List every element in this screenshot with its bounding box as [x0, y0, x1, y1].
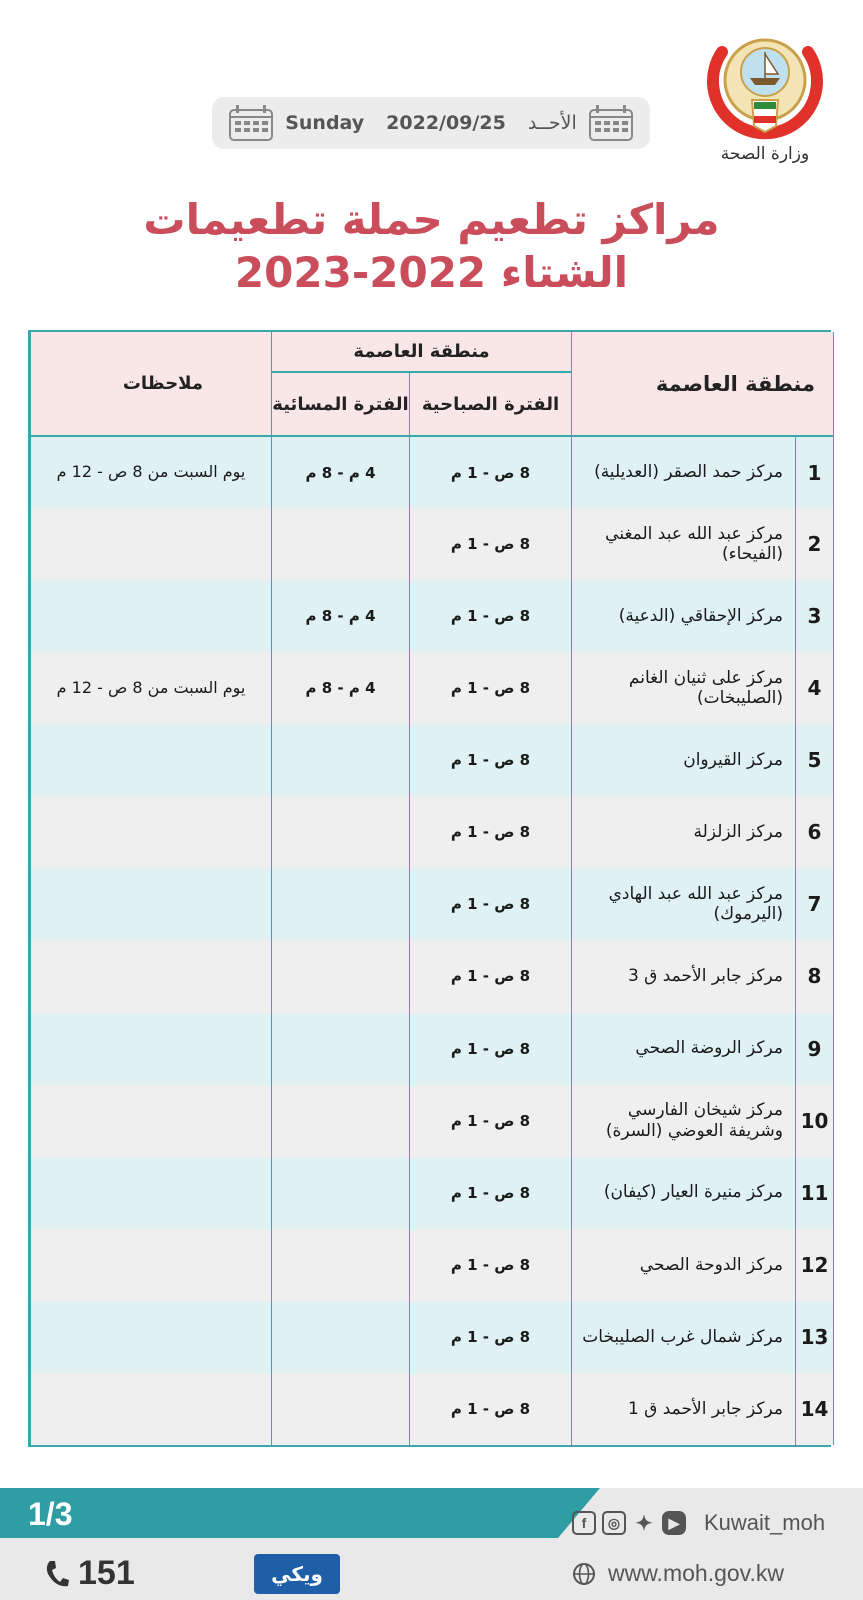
footer-band: [0, 1488, 600, 1538]
social-handle[interactable]: Kuwait_moh: [704, 1510, 826, 1535]
table-row: [31, 1013, 834, 1085]
row-note: [31, 1013, 272, 1085]
morning-hours: 8 ص - 1 م: [410, 724, 572, 796]
date-value: 2022/09/25: [386, 112, 506, 134]
website-url[interactable]: www.moh.gov.kw: [608, 1560, 784, 1586]
morning-hours: 8 ص - 1 م: [410, 1301, 572, 1373]
row-note: [31, 1301, 272, 1373]
facebook-icon[interactable]: f: [572, 1511, 596, 1535]
morning-hours: 8 ص - 1 م: [410, 436, 572, 508]
center-name: مركز الروضة الصحي: [572, 1013, 796, 1085]
table-row: [31, 796, 834, 868]
footer: [0, 1488, 863, 1600]
row-note: [31, 1373, 272, 1445]
center-name: مركز الدوحة الصحي: [572, 1229, 796, 1301]
row-number: 6: [796, 796, 834, 868]
row-note: يوم السبت من 8 ص - 12 م: [31, 436, 272, 508]
row-note: [31, 796, 272, 868]
calendar-icon: [228, 104, 274, 142]
page-title: مراكز تطعيم حملة تطعيمات: [143, 195, 720, 244]
morning-hours: 8 ص - 1 م: [410, 1013, 572, 1085]
evening-hours: [272, 508, 410, 580]
table-row: [31, 868, 834, 940]
morning-hours: 8 ص - 1 م: [410, 508, 572, 580]
evening-header: الفترة المسائية: [272, 372, 410, 436]
center-name: مركز شمال غرب الصليبخات: [572, 1301, 796, 1373]
center-name: مركز الزلزلة: [572, 796, 796, 868]
evening-hours: [272, 1373, 410, 1445]
evening-hours: 4 م - 8 م: [272, 580, 410, 652]
evening-hours: [272, 1157, 410, 1229]
morning-hours: 8 ص - 1 م: [410, 1157, 572, 1229]
row-note: يوم السبت من 8 ص - 12 م: [31, 652, 272, 724]
row-number: 14: [796, 1373, 834, 1445]
ministry-name: وزارة الصحة: [720, 144, 810, 164]
row-number: 11: [796, 1157, 834, 1229]
morning-hours: 8 ص - 1 م: [410, 868, 572, 940]
brand-badge: ويكي: [254, 1554, 340, 1594]
evening-hours: [272, 724, 410, 796]
row-number: 7: [796, 868, 834, 940]
center-name: مركز عبد الله عبد الهادي (اليرموك): [572, 868, 796, 940]
ministry-logo: [700, 22, 830, 172]
center-name: مركز جابر الأحمد ق 1: [572, 1373, 796, 1445]
evening-hours: [272, 1229, 410, 1301]
center-name: مركز جابر الأحمد ق 3: [572, 940, 796, 1012]
evening-hours: [272, 1301, 410, 1373]
table-row: [31, 1229, 834, 1301]
table-row: [31, 508, 834, 580]
evening-hours: [272, 1085, 410, 1157]
morning-hours: 8 ص - 1 م: [410, 1229, 572, 1301]
center-name: مركز على ثنيان الغانم (الصليبخات): [572, 652, 796, 724]
evening-hours: 4 م - 8 م: [272, 436, 410, 508]
center-name: مركز القيروان: [572, 724, 796, 796]
youtube-icon[interactable]: ▶: [662, 1511, 686, 1535]
row-number: 8: [796, 940, 834, 1012]
calendar-icon: [588, 104, 634, 142]
row-note: [31, 580, 272, 652]
morning-hours: 8 ص - 1 م: [410, 1373, 572, 1445]
row-note: [31, 1229, 272, 1301]
table-row: [31, 1301, 834, 1373]
table-row: [31, 1085, 834, 1157]
hotline: [44, 1554, 135, 1593]
table-row: [31, 436, 834, 508]
morning-hours: 8 ص - 1 م: [410, 580, 572, 652]
date-text: [285, 112, 577, 134]
twitter-icon[interactable]: ✦: [635, 1512, 653, 1535]
morning-header: الفترة الصباحية: [410, 372, 572, 436]
center-name: مركز منيرة العيار (كيفان): [572, 1157, 796, 1229]
row-note: [31, 868, 272, 940]
evening-hours: [272, 940, 410, 1012]
kuwait-emblem-icon: [702, 22, 828, 142]
vaccination-centers-table: [28, 330, 831, 1447]
center-name: مركز شيخان الفارسي وشريفة العوضي (السرة): [572, 1085, 796, 1157]
morning-hours: 8 ص - 1 م: [410, 1085, 572, 1157]
day-arabic: الأحــد: [527, 112, 577, 134]
table-row: [31, 940, 834, 1012]
row-number: 10: [796, 1085, 834, 1157]
row-number: 4: [796, 652, 834, 724]
region-header: منطقة العاصمة: [572, 332, 834, 436]
row-number: 3: [796, 580, 834, 652]
row-note: [31, 1085, 272, 1157]
row-number: 2: [796, 508, 834, 580]
globe-icon: [572, 1562, 596, 1586]
row-number: 12: [796, 1229, 834, 1301]
instagram-icon[interactable]: ◎: [602, 1511, 626, 1535]
evening-hours: 4 م - 8 م: [272, 652, 410, 724]
morning-hours: 8 ص - 1 م: [410, 652, 572, 724]
row-note: [31, 1157, 272, 1229]
phone-icon: [44, 1559, 70, 1589]
row-note: [31, 940, 272, 1012]
table-row: [31, 580, 834, 652]
evening-hours: [272, 868, 410, 940]
table-row: [31, 1157, 834, 1229]
row-number: 1: [796, 436, 834, 508]
group-header: منطقة العاصمة: [272, 332, 572, 372]
table-row: [31, 1373, 834, 1445]
social-links: [572, 1510, 825, 1536]
center-name: مركز الإحقاقي (الدعية): [572, 580, 796, 652]
row-number: 13: [796, 1301, 834, 1373]
page-subtitle: الشتاء 2022-2023: [234, 248, 629, 297]
row-number: 5: [796, 724, 834, 796]
page-indicator: 1/3: [28, 1496, 73, 1532]
notes-header: ملاحظات: [31, 332, 272, 436]
evening-hours: [272, 796, 410, 868]
evening-hours: [272, 1013, 410, 1085]
hotline-number: 151: [78, 1554, 135, 1592]
website: [572, 1560, 784, 1587]
day-english: Sunday: [285, 112, 365, 134]
row-note: [31, 724, 272, 796]
morning-hours: 8 ص - 1 م: [410, 796, 572, 868]
date-bar: [212, 97, 650, 149]
table-row: [31, 724, 834, 796]
morning-hours: 8 ص - 1 م: [410, 940, 572, 1012]
row-note: [31, 508, 272, 580]
row-number: 9: [796, 1013, 834, 1085]
table-row: [31, 652, 834, 724]
center-name: مركز حمد الصقر (العديلية): [572, 436, 796, 508]
center-name: مركز عبد الله عبد المغني (الفيحاء): [572, 508, 796, 580]
